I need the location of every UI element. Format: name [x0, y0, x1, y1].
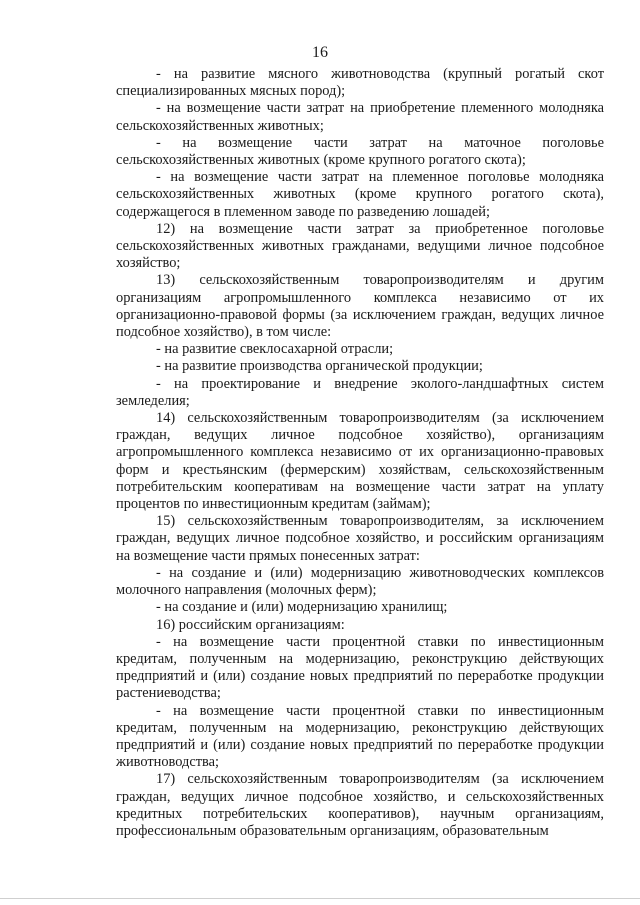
paragraph: 17) сельскохозяйственным товаропроизводителям (за исключением граждан, ведущих личное подсобное хозяйство, и сельскохозяйственных кредитных потребительских кооперативов), научным организациям, профессиональным образовательным организациям, образовательным: [116, 771, 604, 839]
document-body: [116, 66, 604, 840]
paragraph: - на возмещение части процентной ставки по инвестиционным кредитам, полученным на модернизацию, реконструкцию действующих предприятий и (или) создание новых предприятий по переработке продукции животноводства;: [116, 702, 604, 771]
paragraph: - на развитие мясного животноводства (крупный рогатый скот специализированных мясных пород);: [116, 66, 604, 100]
paragraph: - на развитие производства органической продукции;: [156, 358, 483, 375]
paragraph: - на проектирование и внедрение эколого-ландшафтных систем земледелия;: [116, 375, 604, 409]
paragraph: - на создание и (или) модернизацию животноводческих комплексов молочного направления (молочных ферм);: [116, 564, 604, 599]
page-bottom-edge: [0, 898, 640, 899]
paragraph: 13) сельскохозяйственным товаропроизводителям и другим организациям агропромышленного комплекса независимо от их организационно-правовой формы (за исключением граждан, ведущих личное подсобное хозяйство), в том числе:: [116, 272, 604, 341]
paragraph: - на возмещение части затрат на племенное поголовье молодняка сельскохозяйственных животных (кроме крупного рогатого скота), содержащегося в племенном заводе по разведению лошадей;: [116, 169, 604, 220]
paragraph: 12) на возмещение части затрат за приобретенное поголовье сельскохозяйственных животных гражданами, ведущими личное подсобное хозяйство;: [116, 220, 604, 272]
paragraph: 16) российским организациям:: [156, 616, 345, 633]
paragraph: - на возмещение части затрат на маточное поголовье сельскохозяйственных животных (кроме крупного рогатого скота);: [116, 134, 604, 169]
page-number: 16: [312, 44, 328, 61]
paragraph: - на возмещение части затрат на приобретение племенного молодняка сельскохозяйственных животных;: [116, 100, 604, 134]
paragraph: 15) сельскохозяйственным товаропроизводителям, за исключением граждан, ведущих личное подсобное хозяйство, и российским организациям на возмещение части прямых понесенных затрат:: [116, 513, 604, 564]
paragraph: - на развитие свеклосахарной отрасли;: [156, 341, 394, 358]
paragraph: - на создание и (или) модернизацию хранилищ;: [156, 599, 448, 616]
paragraph: 14) сельскохозяйственным товаропроизводителям (за исключением граждан, ведущих личное подсобное хозяйство), организациям агропромышленного комплекса независимо от их организационно-правовых форм и крестьянским (фермерским) хозяйствам, сельскохозяйственным потребительским кооперативам на возмещение части затрат на уплату процентов по инвестиционным кредитам (займам);: [116, 410, 604, 513]
paragraph: - на возмещение части процентной ставки по инвестиционным кредитам, полученным на модернизацию, реконструкцию действующих предприятий и (или) создание новых предприятий по переработке продукции растениеводства;: [116, 633, 604, 702]
